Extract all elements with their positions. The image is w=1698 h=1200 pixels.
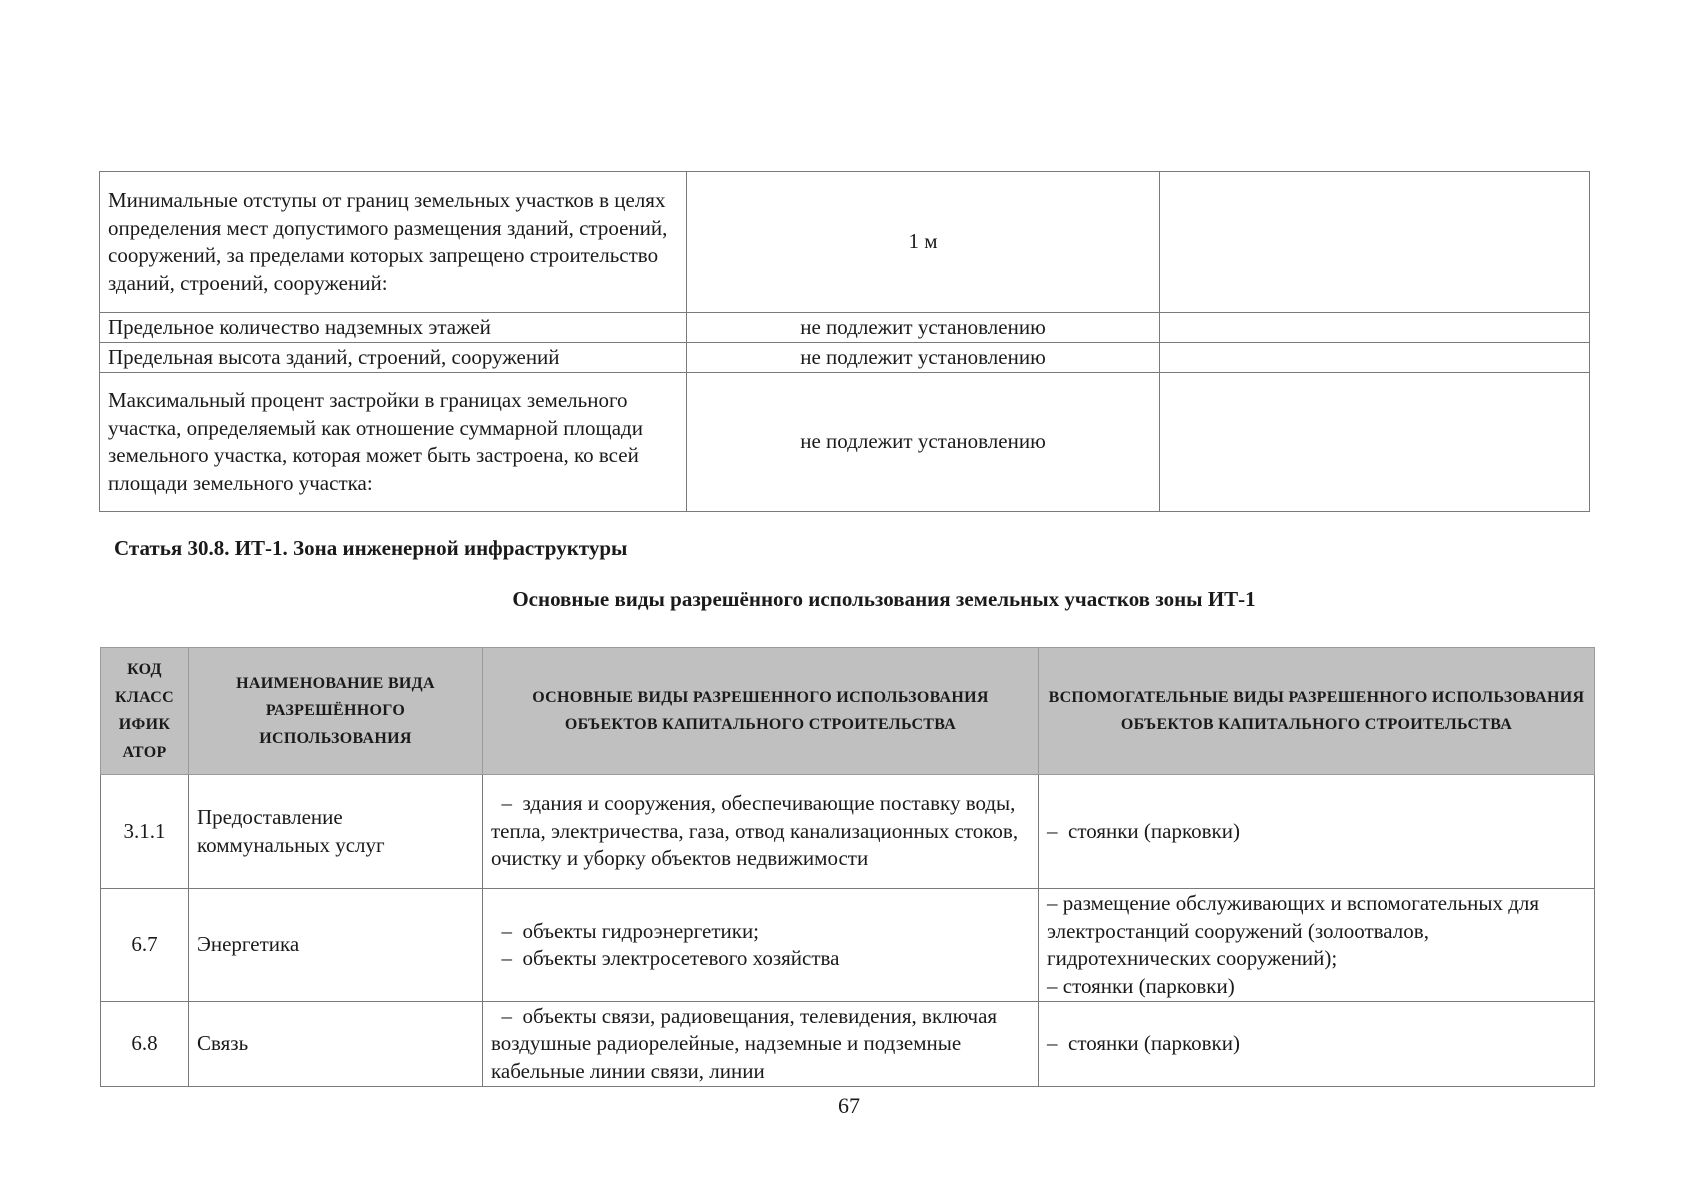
use-code: 6.8 [101,1002,189,1087]
table-row [101,775,1595,889]
param-value: не подлежит установлению [687,313,1160,343]
main-uses [483,775,1039,889]
header-aux-uses: ВСПОМОГАТЕЛЬНЫЕ ВИДЫ РАЗРЕШЕННОГО ИСПОЛЬЗОВАНИЯ ОБЪЕКТОВ КАПИТАЛЬНОГО СТРОИТЕЛЬСТВА [1039,648,1595,775]
param-value: не подлежит установлению [687,373,1160,512]
param-note [1160,172,1590,313]
permitted-uses-table [100,647,1595,1087]
aux-uses [1039,1002,1595,1087]
use-code: 3.1.1 [101,775,189,889]
use-name: Связь [189,1002,483,1087]
main-uses [483,889,1039,1002]
table-header-row [101,648,1595,775]
list-item: – объекты электросетевого хозяйства [491,946,840,970]
header-code: КОД КЛАСС ИФИК АТОР [101,648,189,775]
list-item: – здания и сооружения, обеспечивающие поставку воды, тепла, электричества, газа, отвод канализационных стоков, очистку и уборку объектов недвижимости [491,791,1024,871]
table-row [100,172,1590,313]
table-row [101,1002,1595,1087]
table-row [100,373,1590,512]
header-name: НАИМЕНОВАНИЕ ВИДА РАЗРЕШЁННОГО ИСПОЛЬЗОВАНИЯ [189,648,483,775]
param-value: не подлежит установлению [687,343,1160,373]
use-code: 6.7 [101,889,189,1002]
aux-uses [1039,889,1595,1002]
param-note [1160,373,1590,512]
section-title: Статья 30.8. ИТ-1. Зона инженерной инфраструктуры [114,536,628,560]
param-note [1160,343,1590,373]
param-note [1160,313,1590,343]
use-name: Предоставление коммунальных услуг [189,775,483,889]
param-label: Предельное количество надземных этажей [100,313,687,343]
aux-uses [1039,775,1595,889]
section-subtitle: Основные виды разрешённого использования земельных участков зоны ИТ-1 [512,587,1256,611]
param-label: Предельная высота зданий, строений, сооружений [100,343,687,373]
table-row [101,889,1595,1002]
list-item: – стоянки (парковки) [1047,1031,1240,1056]
main-uses [483,1002,1039,1087]
list-item: – стоянки (парковки) [1047,818,1240,843]
list-item: – размещение обслуживающих и вспомогательных для электростанций сооружений (золоотвалов, гидротехнических сооружений); [1047,891,1545,970]
use-name: Энергетика [189,889,483,1002]
param-label: Минимальные отступы от границ земельных участков в целях определения мест допустимого размещения зданий, строений, сооружений, за пределами которых запрещено строительство зданий, строений, сооружений: [100,172,687,313]
parameters-table [99,171,1590,512]
param-value: 1 м [687,172,1160,313]
page-number: 67 [838,1093,860,1118]
table-row [100,343,1590,373]
table-row [100,313,1590,343]
list-item: – стоянки (парковки) [1047,973,1235,998]
list-item: – объекты гидроэнергетики; [491,918,760,943]
header-main-uses: ОСНОВНЫЕ ВИДЫ РАЗРЕШЕННОГО ИСПОЛЬЗОВАНИЯ ОБЪЕКТОВ КАПИТАЛЬНОГО СТРОИТЕЛЬСТВА [483,648,1039,775]
param-label: Максимальный процент застройки в границах земельного участка, определяемый как отношение суммарной площади земельного участка, которая может быть застроена, ко всей площади земельного участка: [100,373,687,512]
list-item: – объекты связи, радиовещания, телевидения, включая воздушные радиорелейные, надземные и подземные кабельные линии связи, линии [491,1003,1003,1083]
